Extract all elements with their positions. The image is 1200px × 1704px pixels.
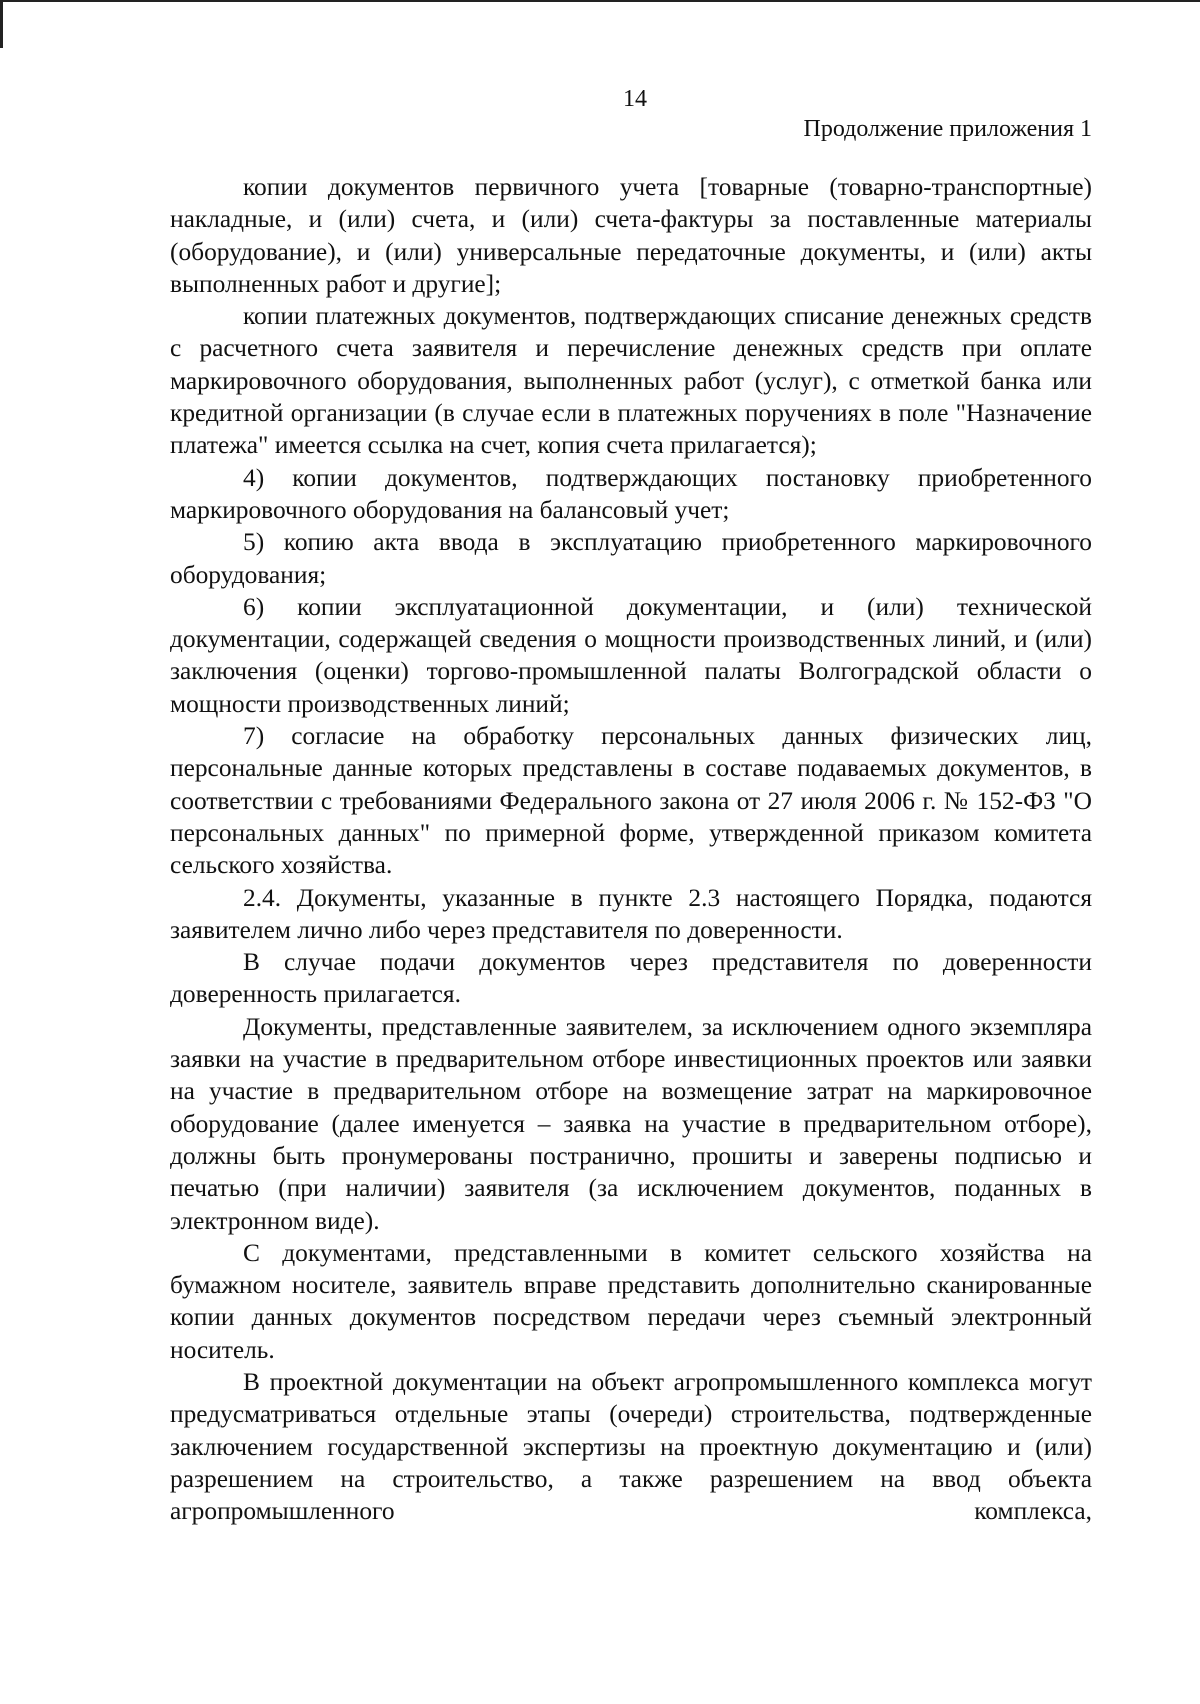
paragraph-power-of-attorney: В случае подачи документов через представителя по доверенности доверенность прилагается. bbox=[170, 948, 1092, 1009]
appendix-continuation-note: Продолжение приложения 1 bbox=[803, 116, 1092, 142]
paragraph-documents-requirements: Документы, представленные заявителем, за исключением одного экземпляра заявки на участие в предварительном отборе инвестиционных проектов или заявки на участие в предварительном отборе на возмещение затрат на маркировочное оборудование (далее именуется – заявка на участие в предварительном отборе), должны быть пронумерованы постранично, прошиты и заверены подписью и печатью (при наличии) заявителя (за исключением документов, поданных в электронном виде). bbox=[170, 1012, 1092, 1235]
paragraph-section-2-4: 2.4. Документы, указанные в пункте 2.3 настоящего Порядка, подаются заявителем лично либо через представителя по доверенности. bbox=[170, 883, 1092, 944]
scan-edge-left bbox=[0, 0, 3, 48]
paragraph-payment-docs: копии платежных документов, подтверждающих списание денежных средств с расчетного счета заявителя и перечисление денежных средств при оплате маркировочного оборудования, выполненных работ (услуг), с отметкой банка или кредитной организации (в случае если в платежных поручениях в поле "Назначение платежа" имеется ссылка на счет, копия счета прилагается); bbox=[170, 302, 1092, 460]
document-body bbox=[170, 171, 1092, 1527]
page-number: 14 bbox=[623, 86, 647, 112]
paragraph-project-stages: В проектной документации на объект агропромышленного комплекса могут предусматриваться отдельные этапы (очереди) строительства, подтвержденные заключением государственной экспертизы на проектную документацию и (или) разрешением на строительство, а также разрешением на ввод объекта агропромышленного комплекса, bbox=[170, 1367, 1092, 1526]
paragraph-item-7: 7) согласие на обработку персональных данных физических лиц, персональные данные которых представлены в составе подаваемых документов, в соответствии с требованиями Федерального закона от 27 июля 2006 г. № 152-ФЗ "О персональных данных" по примерной форме, утвержденной приказом комитета сельского хозяйства. bbox=[170, 722, 1092, 880]
paragraph-primary-accounting-docs: копии документов первичного учета [товарные (товарно-транспортные) накладные, и (или) счета, и (или) счета-фактуры за поставленные материалы (оборудование), и (или) универсальные передаточные документы, и (или) акты выполненных работ и другие]; bbox=[170, 173, 1092, 298]
paragraph-scanned-copies: С документами, представленными в комитет сельского хозяйства на бумажном носителе, заявитель вправе представить дополнительно сканированные копии данных документов посредством передачи через съемный электронный носитель. bbox=[170, 1238, 1092, 1364]
paragraph-item-5: 5) копию акта ввода в эксплуатацию приобретенного маркировочного оборудования; bbox=[170, 528, 1092, 589]
scan-edge-top bbox=[0, 0, 1200, 2]
paragraph-item-6: 6) копии эксплуатационной документации, и (или) технической документации, содержащей сведения о мощности производственных линий, и (или) заключения (оценки) торгово-промышленной палаты Волгоградской области о мощности производственных линий; bbox=[170, 592, 1092, 718]
paragraph-item-4: 4) копии документов, подтверждающих постановку приобретенного маркировочного оборудования на балансовый учет; bbox=[170, 463, 1092, 524]
